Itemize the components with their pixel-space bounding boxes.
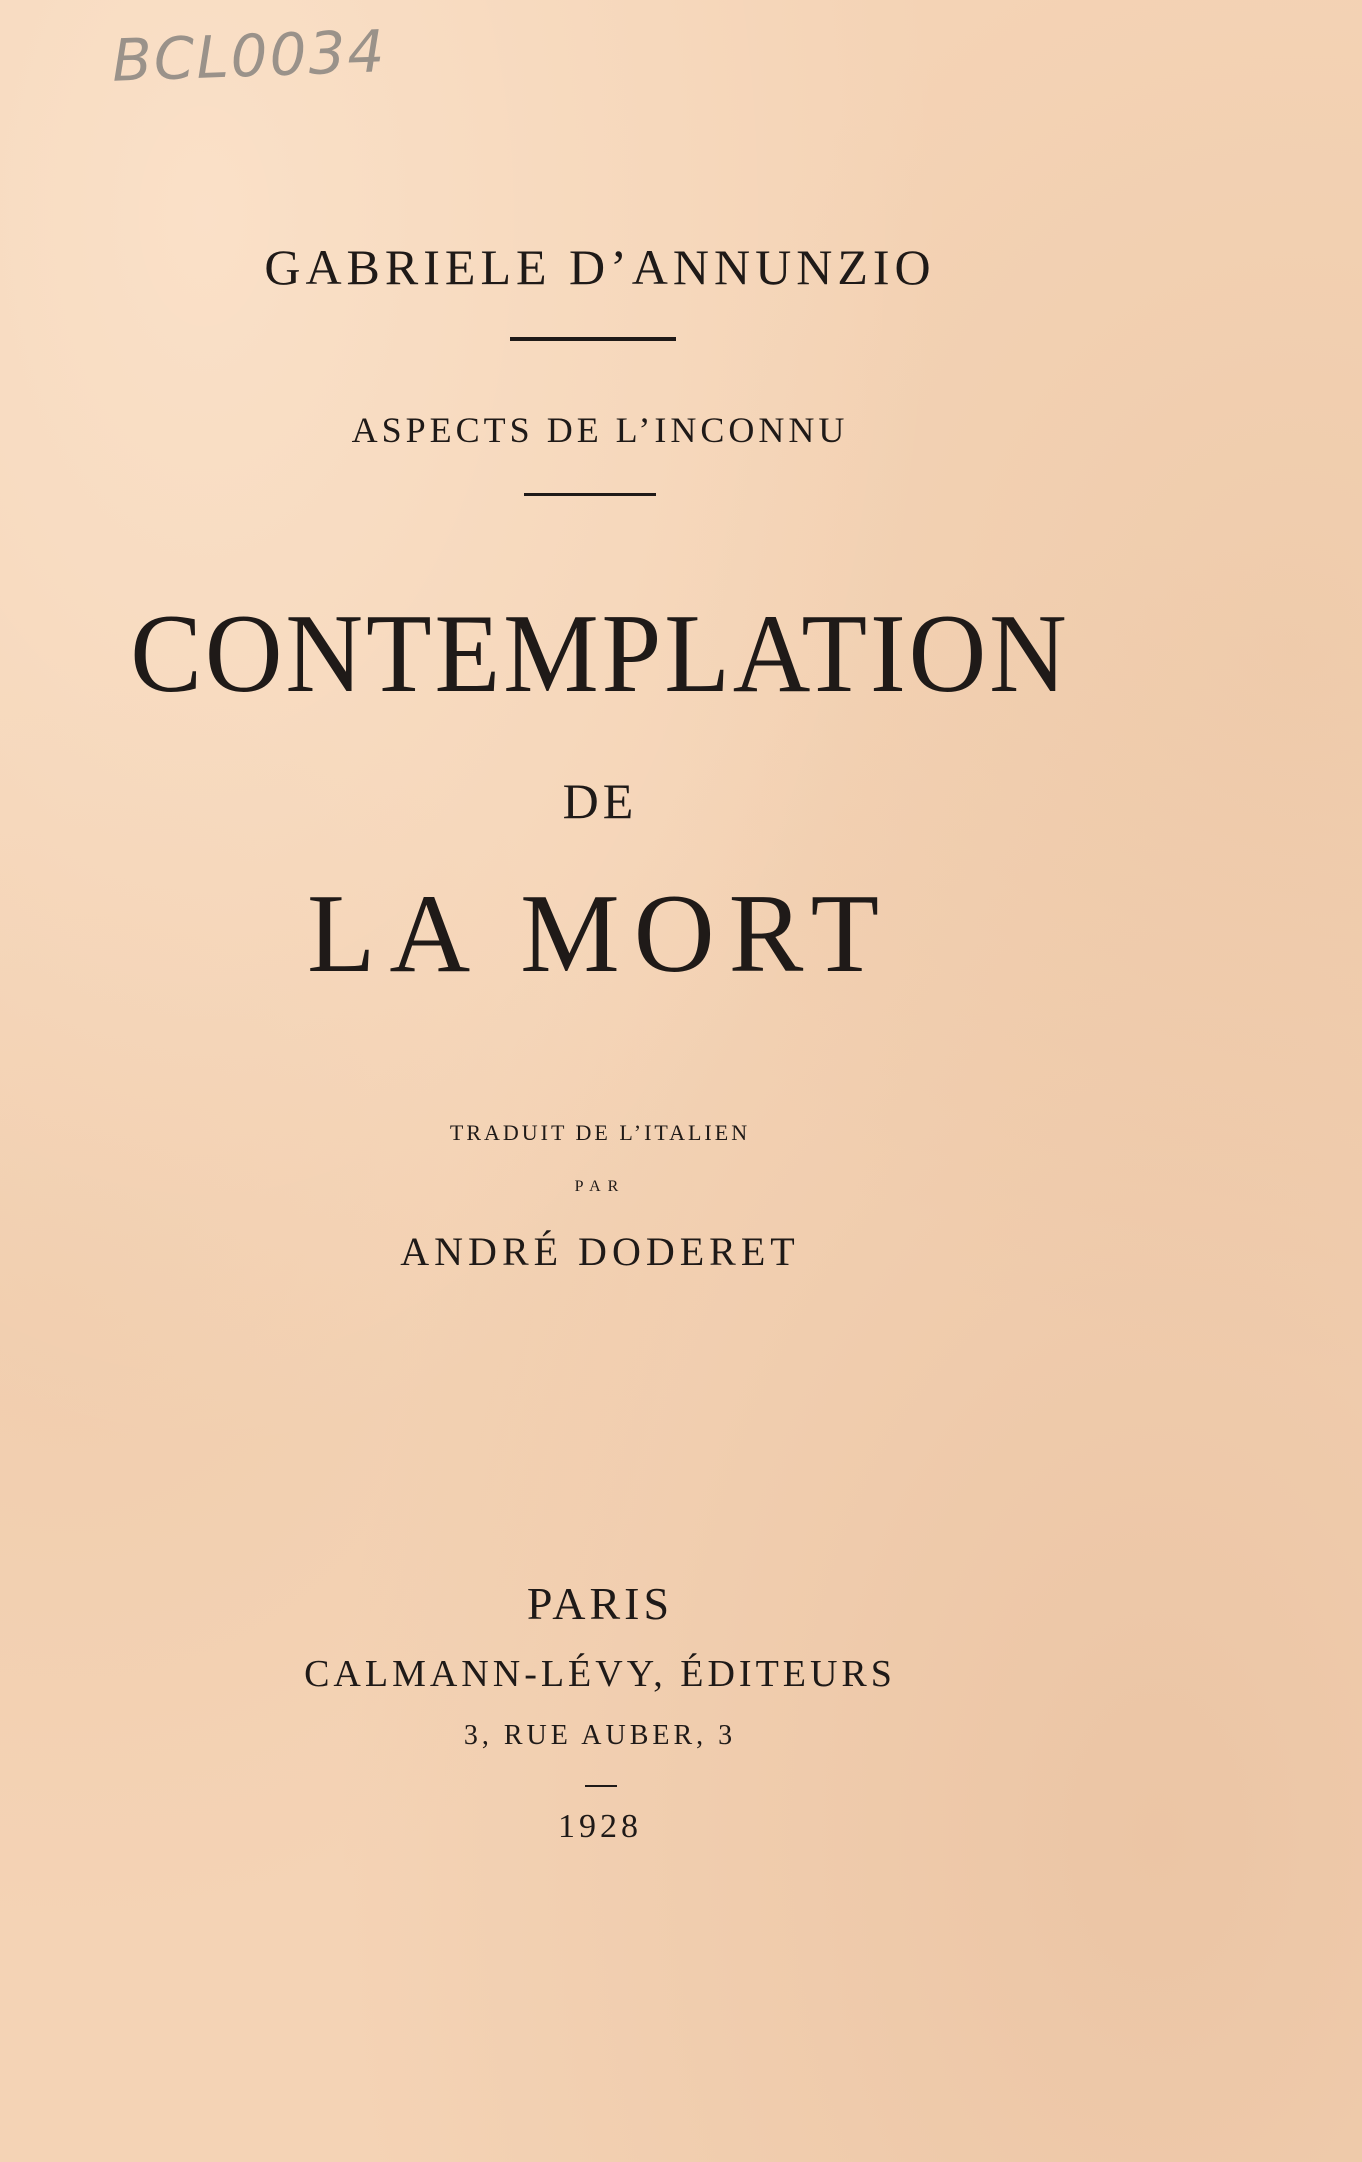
series-title: ASPECTS DE L’INCONNU	[351, 410, 849, 450]
book-title-line-2: DE	[562, 773, 638, 829]
publication-year: 1928	[558, 1808, 642, 1845]
series-rule	[524, 493, 656, 496]
translation-note: TRADUIT DE L’ITALIEN	[449, 1120, 751, 1145]
imprint-rule	[585, 1785, 617, 1787]
publisher-address: 3, RUE AUBER, 3	[463, 1720, 737, 1751]
author-rule	[510, 337, 676, 341]
book-title-line-1: CONTEMPLATION	[130, 592, 1070, 716]
translation-by: PAR	[574, 1178, 626, 1195]
publisher-name: CALMANN-LÉVY, ÉDITEURS	[304, 1653, 896, 1695]
translator-name: ANDRÉ DODERET	[400, 1229, 800, 1274]
author-name: GABRIELE D’ANNUNZIO	[264, 239, 936, 295]
publication-city: PARIS	[526, 1578, 674, 1629]
handwritten-catalog-number: BCL0034	[110, 17, 388, 95]
book-title-line-3: LA MORT	[307, 872, 893, 996]
